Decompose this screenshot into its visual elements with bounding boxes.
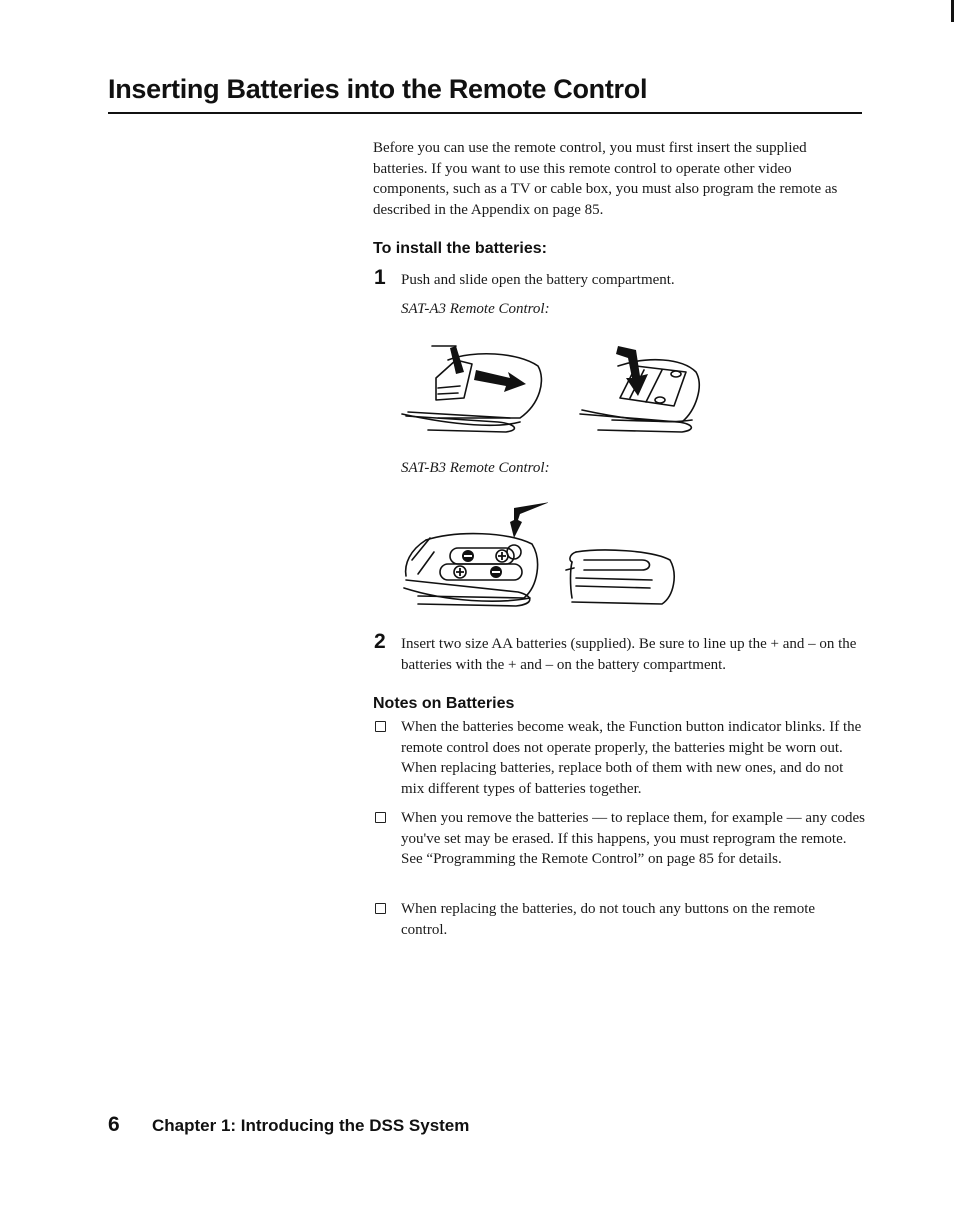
step-2-text: Insert two size AA batteries (supplied). Be sure to line up the + and – on the batteries with the + and – on the battery compartment. [401, 636, 857, 673]
checkbox-bullet-icon [375, 903, 386, 914]
caption-sat-a3: SAT-A3 Remote Control: [401, 301, 550, 317]
remote-b3-batteries-illustration [398, 500, 548, 612]
step-2-number: 2 [374, 630, 386, 653]
footer-chapter-title: Chapter 1: Introducing the DSS System [152, 1116, 470, 1135]
step-1-number: 1 [374, 266, 386, 289]
remote-insert-battery-illustration [578, 340, 708, 435]
intro-paragraph: Before you can use the remote control, you must first insert the supplied batteries. If you want to use this remote control to operate other video components, such as a TV or cable box, you must also program the remote as described in the Appendix on page 85. [373, 140, 838, 218]
checkbox-bullet-icon [375, 812, 386, 823]
checkbox-bullet-icon [375, 721, 386, 732]
step-1-text: Push and slide open the battery compartment. [401, 272, 675, 288]
footer-page-number: 6 [108, 1113, 120, 1136]
notes-heading: Notes on Batteries [373, 695, 515, 712]
note-1: When the batteries become weak, the Function button indicator blinks. If the remote control does not operate properly, the batteries might be worn out. When replacing batteries, replace both of them with new ones, and do not mix different types of batteries together. [401, 719, 862, 797]
caption-sat-b3: SAT-B3 Remote Control: [401, 460, 550, 476]
page-title: Inserting Batteries into the Remote Control [108, 74, 648, 104]
note-2: When you remove the batteries — to replace them, for example — any codes you've set may be erased. If this happens, you must reprogram the remote. See “Programming the Remote Control” on page 85 for details. [401, 810, 865, 867]
note-3: When replacing the batteries, do not touch any buttons on the remote control. [401, 901, 816, 938]
remote-b3-closed-illustration [562, 540, 682, 610]
title-rule [108, 112, 862, 114]
install-heading: To install the batteries: [373, 240, 547, 257]
remote-slide-open-illustration [398, 338, 558, 438]
